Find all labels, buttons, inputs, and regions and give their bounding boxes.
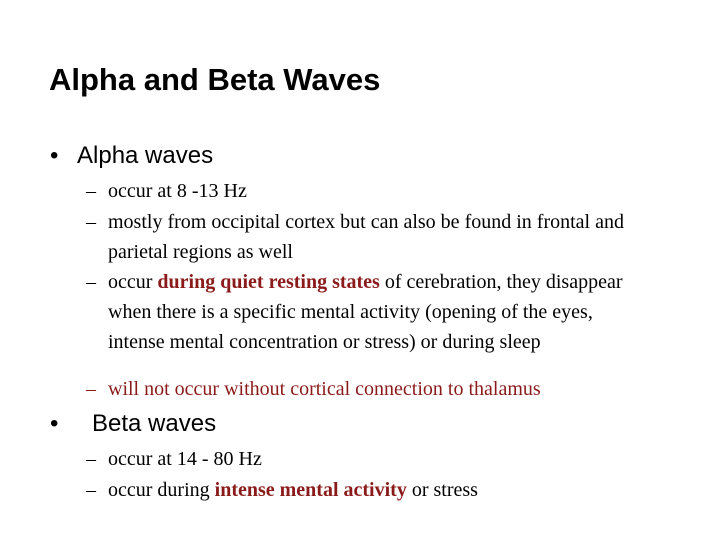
beta-item-emphasis: intense mental activity <box>214 479 407 501</box>
dash-glyph: – <box>86 211 96 233</box>
slide-title: Alpha and Beta Waves <box>49 62 381 97</box>
beta-item-activity <box>86 475 646 505</box>
alpha-item-text: will not occur without cortical connection to thalamus <box>108 378 541 400</box>
beta-waves-heading: Beta waves <box>92 410 217 437</box>
alpha-item-resting-states <box>86 267 646 357</box>
dash-glyph: – <box>86 479 96 501</box>
alpha-item-thalamus <box>86 374 646 404</box>
alpha-item-emphasis: during quiet resting states <box>157 271 380 293</box>
beta-item-text: occur at 14 - 80 Hz <box>108 448 262 470</box>
alpha-item-text <box>86 267 646 357</box>
dash-glyph: – <box>86 378 96 400</box>
beta-item-text-post: or stress <box>406 479 478 501</box>
dash-glyph: – <box>86 271 96 293</box>
alpha-item-text-post: of cerebration, they disappear when there is a specific mental activity (opening of the eyes, intense mental concentration or stress) or during sleep <box>108 271 623 353</box>
alpha-waves-heading: Alpha waves <box>77 142 214 169</box>
bullet-glyph: • <box>50 142 59 169</box>
dash-glyph: – <box>86 180 96 202</box>
alpha-item-text: mostly from occipital cortex but can also be found in frontal and parietal regions as well <box>108 211 624 263</box>
bullet-glyph: • <box>50 410 59 437</box>
alpha-item-text-pre: occur <box>108 271 158 293</box>
alpha-item-origin <box>86 207 646 267</box>
beta-item-text <box>86 475 646 505</box>
beta-item-frequency <box>86 444 646 474</box>
alpha-item-frequency <box>86 176 646 206</box>
alpha-item-text: occur at 8 -13 Hz <box>108 180 247 202</box>
dash-glyph: – <box>86 448 96 470</box>
beta-item-text-pre: occur during <box>108 479 215 501</box>
